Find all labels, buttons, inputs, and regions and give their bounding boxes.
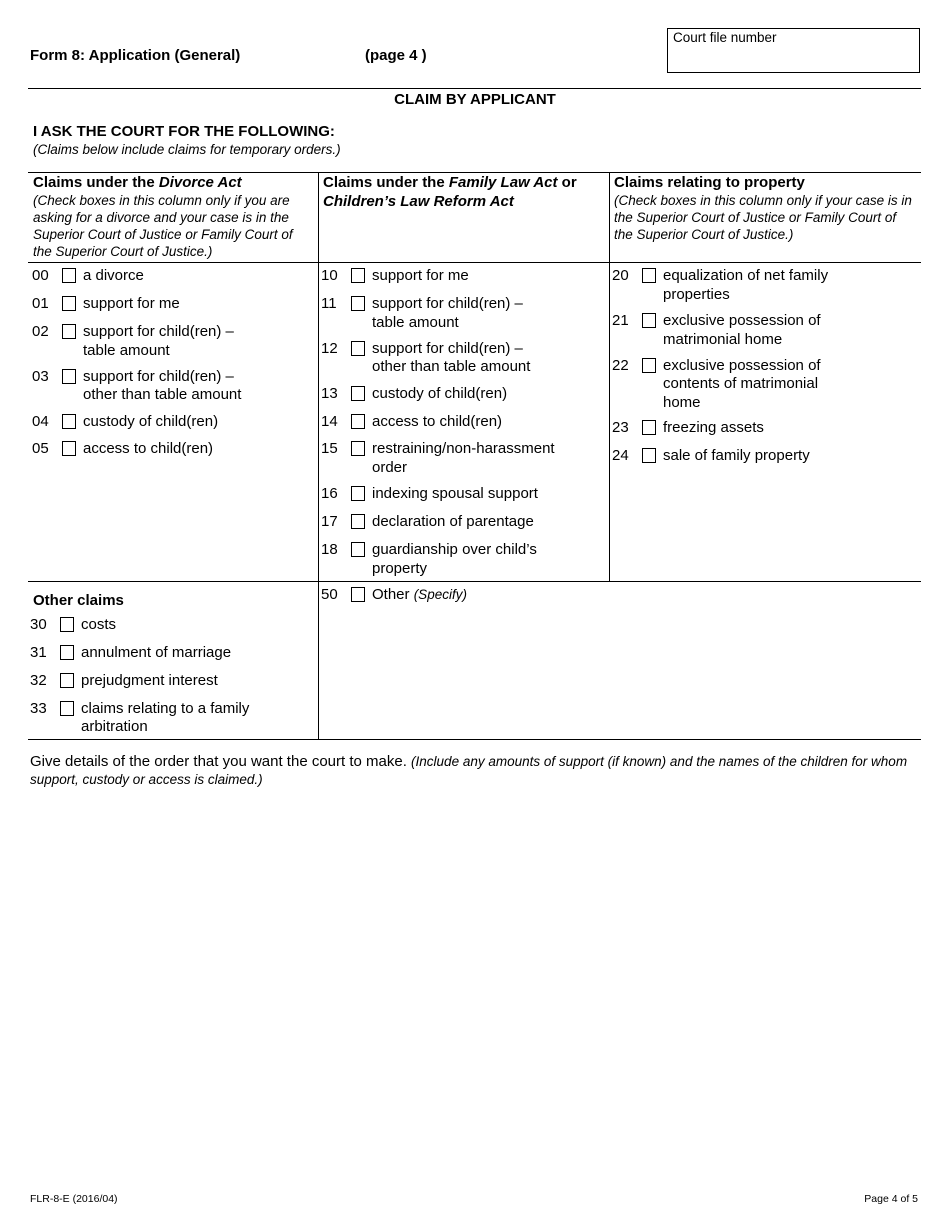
claim-checkbox[interactable] bbox=[351, 341, 365, 356]
claim-checkbox[interactable] bbox=[60, 673, 74, 688]
column-divider-2 bbox=[609, 172, 610, 581]
claim-checkbox[interactable] bbox=[60, 617, 74, 632]
property-column-note: (Check boxes in this column only if your case is in the Superior Court of Justice or Family Court of the Superior Court of Justice.) bbox=[614, 193, 912, 242]
claim-checkbox[interactable] bbox=[62, 414, 76, 429]
claim-checkbox[interactable] bbox=[642, 358, 656, 373]
table-header-border bbox=[28, 262, 921, 263]
court-file-number-label: Court file number bbox=[673, 30, 777, 45]
ask-heading: I ASK THE COURT FOR THE FOLLOWING: bbox=[33, 123, 335, 140]
form-code: FLR-8-E (2016/04) bbox=[30, 1193, 118, 1205]
claim-checkbox[interactable] bbox=[351, 514, 365, 529]
other-specify-field[interactable] bbox=[320, 605, 920, 737]
divorce-column-header bbox=[33, 173, 313, 260]
column-divider-1 bbox=[318, 172, 319, 739]
claim-checkbox[interactable] bbox=[351, 587, 365, 602]
claim-checkbox[interactable] bbox=[351, 486, 365, 501]
claim-checkbox[interactable] bbox=[351, 414, 365, 429]
claim-checkbox[interactable] bbox=[62, 296, 76, 311]
claim-checkbox[interactable] bbox=[62, 324, 76, 339]
form-title: Form 8: Application (General) bbox=[30, 47, 241, 64]
court-file-number-field[interactable] bbox=[667, 28, 920, 73]
ask-note: (Claims below include claims for temporary orders.) bbox=[33, 142, 341, 157]
divorce-column-note: (Check boxes in this column only if you are asking for a divorce and your case is in the Superior Court of Justice or Family Court of the Superior Court of Justice.) bbox=[33, 193, 293, 259]
details-field[interactable] bbox=[30, 795, 920, 1175]
page-label: (page 4 ) bbox=[365, 47, 427, 64]
claim-checkbox[interactable] bbox=[642, 420, 656, 435]
claim-checkbox[interactable] bbox=[351, 542, 365, 557]
claim-checkbox[interactable] bbox=[351, 386, 365, 401]
section-title: CLAIM BY APPLICANT bbox=[394, 91, 556, 108]
divorce-column-title: Claims under the Divorce Act bbox=[33, 174, 242, 191]
property-column-header bbox=[614, 173, 914, 243]
claim-checkbox[interactable] bbox=[351, 268, 365, 283]
claim-checkbox[interactable] bbox=[60, 701, 74, 716]
claim-checkbox[interactable] bbox=[351, 296, 365, 311]
claim-checkbox[interactable] bbox=[62, 441, 76, 456]
claim-checkbox[interactable] bbox=[62, 369, 76, 384]
table-bottom-border bbox=[28, 739, 921, 740]
family-column-header bbox=[323, 173, 605, 211]
table-mid-border bbox=[28, 581, 921, 582]
other-claims-heading: Other claims bbox=[33, 592, 124, 609]
claim-checkbox[interactable] bbox=[642, 313, 656, 328]
details-instructions: Give details of the order that you want the court to make. (Include any amounts of support (if known) and the names of the children for whom support, custody or access is claimed.) bbox=[30, 753, 908, 787]
page-number: Page 4 of 5 bbox=[864, 1193, 918, 1205]
claim-checkbox[interactable] bbox=[351, 441, 365, 456]
claim-checkbox[interactable] bbox=[62, 268, 76, 283]
claim-checkbox[interactable] bbox=[642, 448, 656, 463]
claim-checkbox[interactable] bbox=[60, 645, 74, 660]
divider bbox=[28, 88, 921, 89]
family-column-title: Claims under the Family Law Act or Children’s Law Reform Act bbox=[323, 174, 577, 210]
claim-checkbox[interactable] bbox=[642, 268, 656, 283]
property-column-title: Claims relating to property bbox=[614, 174, 805, 191]
